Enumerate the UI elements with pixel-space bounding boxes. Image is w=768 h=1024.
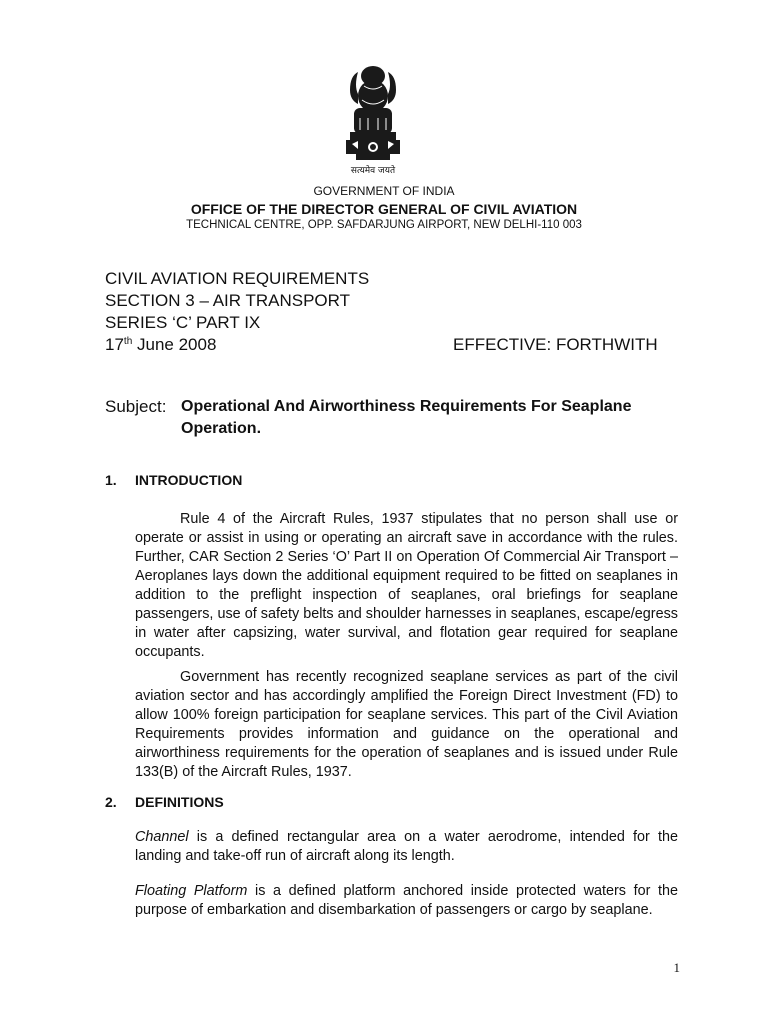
office-address: TECHNICAL CENTRE, OPP. SAFDARJUNG AIRPORT, NEW DELHI-110 003 xyxy=(186,219,582,231)
section-number-definitions: 2. xyxy=(105,794,117,810)
definition-floating-platform: Floating Platform is a defined platform anchored inside protected waters for the purpose of embarkation and disembarkation of passengers or cargo by seaplane. xyxy=(135,883,678,918)
intro-paragraph-1: Rule 4 of the Aircraft Rules, 1937 stipulates that no person shall use or operate or assist in using or operating an aircraft save in accordance with the rules. Further, CAR Section 2 Series ‘O’ Part II on Operation Of Commercial Air Transport – Aeroplanes lays down the additional equipment required to be fitted on seaplanes in addition to the preflight inspection of seaplanes, oral briefings for seaplane passengers, use of safety belts and shoulder harnesses in seaplanes, escape/egress in water after capsizing, water survival, and flotation gear required for seaplane occupants. xyxy=(135,511,678,660)
definition-channel: Channel is a defined rectangular area on a water aerodrome, intended for the landing and take-off run of aircraft along its length. xyxy=(135,829,678,864)
subject-text: Operational And Airworthiness Requirements For Seaplane Operation. xyxy=(181,398,632,437)
section-number-intro: 1. xyxy=(105,472,117,488)
effective-date: EFFECTIVE: FORTHWITH xyxy=(453,335,658,354)
definition-term: Floating Platform xyxy=(135,883,248,899)
intro-paragraph-2: Government has recently recognized seaplane services as part of the civil aviation sector and has accordingly amplified the Foreign Direct Investment (FD) to allow 100% foreign participation for seaplane services. This part of the Civil Aviation Requirements provides information and guidance on the operational and airworthiness requirements for the operation of seaplanes and is issued under Rule 133(B) of the Aircraft Rules, 1937. xyxy=(135,669,678,780)
car-title: CIVIL AVIATION REQUIREMENTS xyxy=(105,269,370,288)
car-date: 17th June 2008 xyxy=(105,335,217,354)
car-section: SECTION 3 – AIR TRANSPORT xyxy=(105,291,350,310)
section-title-definitions: DEFINITIONS xyxy=(135,794,224,810)
national-emblem-icon xyxy=(328,62,418,180)
page-number: 1 xyxy=(673,960,680,975)
definition-term: Channel xyxy=(135,829,189,845)
office-title: OFFICE OF THE DIRECTOR GENERAL OF CIVIL AVIATION xyxy=(190,201,578,217)
svg-text:सत्यमेव जयते: सत्यमेव जयते xyxy=(350,166,396,176)
car-series: SERIES ‘C’ PART IX xyxy=(105,313,261,332)
subject-label: Subject: xyxy=(105,397,167,416)
government-line: GOVERNMENT OF INDIA xyxy=(313,184,455,198)
section-title-intro: INTRODUCTION xyxy=(135,472,243,488)
